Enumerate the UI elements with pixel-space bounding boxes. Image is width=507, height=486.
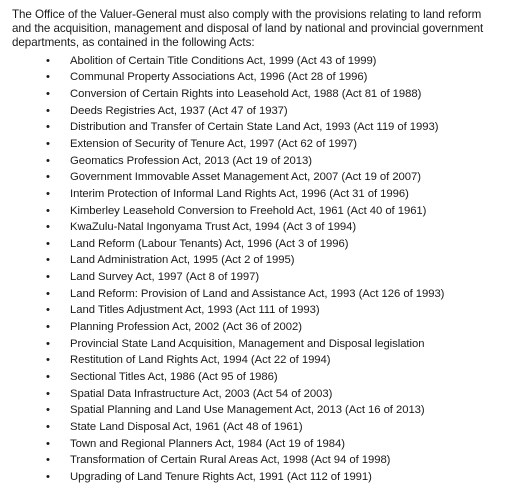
bullet-icon: • <box>46 204 50 217</box>
bullet-icon: • <box>46 387 50 400</box>
bullet-icon: • <box>46 154 50 167</box>
act-title: Restitution of Land Rights Act, 1994 (Act 22 of 1994) <box>70 354 331 367</box>
act-title: Deeds Registries Act, 1937 (Act 47 of 1937) <box>70 104 288 117</box>
bullet-icon: • <box>46 337 50 350</box>
bullet-icon: • <box>46 471 50 484</box>
bullet-icon: • <box>46 271 50 284</box>
act-title: Kimberley Leasehold Conversion to Freehold Act, 1961 (Act 40 of 1961) <box>70 204 427 217</box>
list-item <box>12 186 499 203</box>
act-title: Land Reform (Labour Tenants) Act, 1996 (Act 3 of 1996) <box>70 237 349 250</box>
list-item <box>12 69 499 86</box>
act-title: Spatial Data Infrastructure Act, 2003 (Act 54 of 2003) <box>70 387 333 400</box>
act-title: KwaZulu-Natal Ingonyama Trust Act, 1994 (Act 3 of 1994) <box>70 221 357 234</box>
list-item <box>12 236 499 253</box>
list-item <box>12 369 499 386</box>
act-title: Upgrading of Land Tenure Rights Act, 1991 (Act 112 of 1991) <box>70 471 372 484</box>
list-item <box>12 386 499 403</box>
list-item <box>12 219 499 236</box>
intro-paragraph: The Office of the Valuer-General must also comply with the provisions relating to land reform and the acquisition, management and disposal of land by national and provincial government departments, as contained in the following Acts: <box>12 8 484 50</box>
act-title: Town and Regional Planners Act, 1984 (Act 19 of 1984) <box>70 437 345 450</box>
list-item <box>12 169 499 186</box>
bullet-icon: • <box>46 287 50 300</box>
list-item <box>12 203 499 220</box>
bullet-icon: • <box>46 87 50 100</box>
acts-list <box>12 53 499 486</box>
bullet-icon: • <box>46 321 50 334</box>
list-item <box>12 319 499 336</box>
bullet-icon: • <box>46 354 50 367</box>
act-title: Planning Profession Act, 2002 (Act 36 of 2002) <box>70 321 302 334</box>
list-item <box>12 153 499 170</box>
list-item <box>12 286 499 303</box>
bullet-icon: • <box>46 254 50 267</box>
list-item <box>12 302 499 319</box>
list-item <box>12 119 499 136</box>
act-title: State Land Disposal Act, 1961 (Act 48 of 1961) <box>70 421 303 434</box>
bullet-icon: • <box>46 121 50 134</box>
act-title: Land Titles Adjustment Act, 1993 (Act 111 of 1993) <box>70 304 320 317</box>
list-item <box>12 53 499 70</box>
act-title: Abolition of Certain Title Conditions Act, 1999 (Act 43 of 1999) <box>70 54 377 67</box>
bullet-icon: • <box>46 237 50 250</box>
bullet-icon: • <box>46 404 50 417</box>
list-item <box>12 336 499 353</box>
act-title: Land Reform: Provision of Land and Assistance Act, 1993 (Act 126 of 1993) <box>70 287 445 300</box>
list-item <box>12 402 499 419</box>
bullet-icon: • <box>46 371 50 384</box>
list-item <box>12 452 499 469</box>
act-title: Sectional Titles Act, 1986 (Act 95 of 1986) <box>70 371 278 384</box>
list-item <box>12 436 499 453</box>
list-item <box>12 136 499 153</box>
bullet-icon: • <box>46 71 50 84</box>
list-item <box>12 419 499 436</box>
bullet-icon: • <box>46 171 50 184</box>
list-item <box>12 252 499 269</box>
bullet-icon: • <box>46 304 50 317</box>
act-title: Interim Protection of Informal Land Rights Act, 1996 (Act 31 of 1996) <box>70 187 409 200</box>
act-title: Spatial Planning and Land Use Management Act, 2013 (Act 16 of 2013) <box>70 404 425 417</box>
list-item <box>12 352 499 369</box>
act-title: Provincial State Land Acquisition, Management and Disposal legislation <box>70 337 425 350</box>
bullet-icon: • <box>46 221 50 234</box>
bullet-icon: • <box>46 437 50 450</box>
list-item <box>12 103 499 120</box>
bullet-icon: • <box>46 454 50 467</box>
list-item <box>12 269 499 286</box>
bullet-icon: • <box>46 137 50 150</box>
bullet-icon: • <box>46 187 50 200</box>
act-title: Government Immovable Asset Management Act, 2007 (Act 19 of 2007) <box>70 171 421 184</box>
act-title: Transformation of Certain Rural Areas Act, 1998 (Act 94 of 1998) <box>70 454 391 467</box>
act-title: Conversion of Certain Rights into Leasehold Act, 1988 (Act 81 of 1988) <box>70 87 422 100</box>
bullet-icon: • <box>46 421 50 434</box>
list-item <box>12 469 499 486</box>
bullet-icon: • <box>46 54 50 67</box>
list-item <box>12 86 499 103</box>
act-title: Land Administration Act, 1995 (Act 2 of 1995) <box>70 254 295 267</box>
act-title: Land Survey Act, 1997 (Act 8 of 1997) <box>70 271 260 284</box>
act-title: Communal Property Associations Act, 1996 (Act 28 of 1996) <box>70 71 368 84</box>
bullet-icon: • <box>46 104 50 117</box>
act-title: Distribution and Transfer of Certain State Land Act, 1993 (Act 119 of 1993) <box>70 121 439 134</box>
act-title: Geomatics Profession Act, 2013 (Act 19 of 2013) <box>70 154 312 167</box>
act-title: Extension of Security of Tenure Act, 1997 (Act 62 of 1997) <box>70 137 358 150</box>
